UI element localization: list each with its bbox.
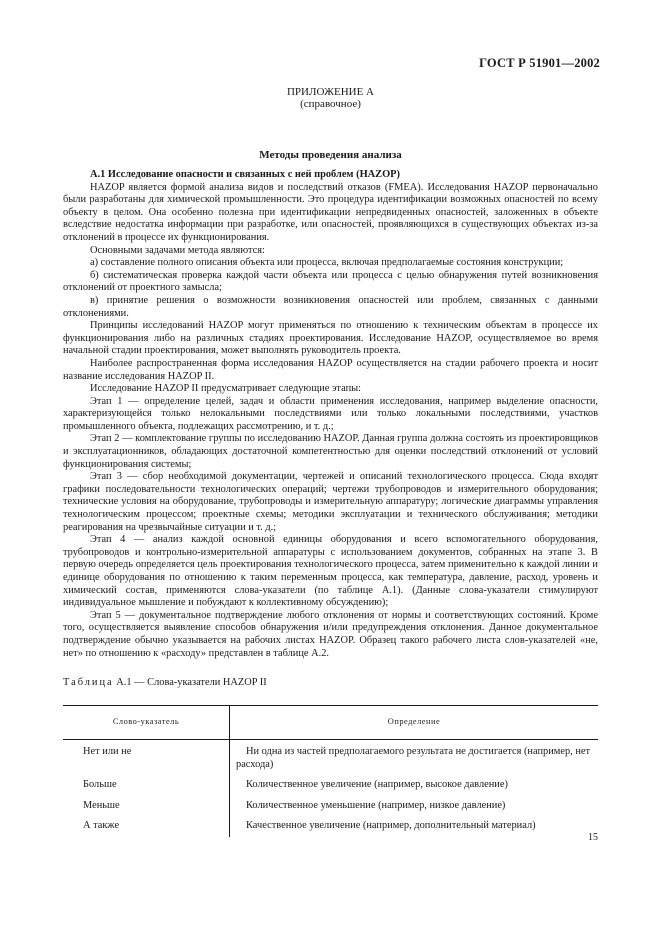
paragraph: Этап 1 — определение целей, задач и области применения исследования, например выделение опасности, характеризующейся только нелокальными последствиями или только локальными последствиями, участков промышленного объекта, подлежащих рассмотрению, и т. д.; (63, 395, 598, 432)
body-text (63, 169, 598, 660)
definition-text: Количественное увеличение (например, высокое давление) (246, 779, 508, 791)
header-definition: Определение (230, 706, 599, 740)
guide-word: А также (63, 816, 230, 837)
paragraph: Этап 2 — комплектование группы по исследованию HAZOP. Данная группа должна состоять из проектировщиков и эксплуатационников, обладающих достаточной компетентностью для оценки последствий отклонений от условий функционирования системы; (63, 433, 598, 470)
paragraph: Этап 4 — анализ каждой основной единицы оборудования и всего вспомогательного оборудования, трубопроводов и контрольно-измерительной аппаратуры с использованием документов, собранных на этапе 3. В первую очередь определяется цель проектирования технологического процесса, затем применительно к каждой линии и единице оборудования по отношению к таким переменным процесса, как температура, давление, расход, уровень и химический состав, применяются слова-указатели (по таблице А.1). (Данные слова-указатели стимулируют индивидуальное мышление и побуждают к коллективному обсуждению); (63, 534, 598, 609)
paragraph: б) систематическая проверка каждой части объекта или процесса с целью обнаружения путей возникновения отклонений от проектного замысла; (63, 269, 598, 294)
page-number: 15 (588, 832, 598, 843)
table-header-row (63, 706, 598, 740)
appendix-heading (0, 86, 661, 110)
guide-word: Больше (63, 775, 230, 796)
table-row (63, 740, 598, 776)
paragraph: Исследование HAZOP II предусматривает следующие этапы: (90, 383, 361, 395)
definition (230, 740, 599, 776)
section-title: Методы проведения анализа (259, 149, 402, 161)
definition-text: Ни одна из частей предполагаемого результата не достигается (например, нет расхода) (236, 746, 591, 770)
table-caption-prefix: Таблица (63, 677, 114, 688)
paragraph: Основными задачами метода являются: (90, 244, 265, 256)
definition-text: Количественное уменьшение (например, низкое давление) (246, 799, 506, 811)
subsection-heading: А.1 Исследование опасности и связанных с ней проблем (HAZOP) (90, 169, 400, 180)
appendix-subtitle: (справочное) (300, 98, 361, 110)
definition (230, 816, 599, 837)
table-caption (63, 677, 267, 688)
paragraph: HAZOP является формой анализа видов и последствий отказов (FMEA). Исследования HAZOP первоначально были разработаны для химической промышленности. Это процедура идентификации возможных опасностей по всему объекту в целом. Она особенно полезна при идентификации непредвиденных опасностей, заложенных в объекте вследствие недостатка информации при разработке, или опасностей, проявляющихся в существующих объектах из-за отклонений в процессе их функционирования. (63, 181, 598, 243)
paragraph: Принципы исследований HAZOP могут применяться по отношению к техническим объектам в процессе их функционирования либо на различных стадиях проектирования. Исследование HAZOP, осуществляемое во время начальной стадии проектирования, может выполнять руководитель проекта. (63, 320, 598, 357)
guide-word: Меньше (63, 796, 230, 817)
table-row (63, 796, 598, 817)
document-id: ГОСТ Р 51901—2002 (479, 56, 600, 70)
table-row (63, 816, 598, 837)
appendix-title: ПРИЛОЖЕНИЕ А (286, 86, 374, 98)
guide-word: Нет или не (63, 740, 230, 776)
paragraph: Этап 5 — документальное подтверждение любого отклонения от нормы и соответствующих состояний. Кроме того, осуществляется выявление способов обнаружения и/или предупреждения отклонения. Данное документальное подтверждение обычно указывается на рабочих листах HAZOP. Образец такого рабочего листа слов-указателей «не, нет» по отношению к «расходу» представлен в таблице А.2. (63, 609, 598, 659)
definition (230, 796, 599, 817)
guide-words-table (63, 705, 598, 837)
paragraph: Наиболее распространенная форма исследования HAZOP осуществляется на стадии рабочего проекта и носит название исследования HAZOP II. (63, 357, 598, 382)
table-row (63, 775, 598, 796)
paragraph: а) составление полного описания объекта или процесса, включая предполагаемые состояния конструкции; (90, 257, 564, 269)
table-caption-text: А.1 — Слова-указатели HAZOP II (113, 677, 267, 688)
paragraph: в) принятие решения о возможности возникновения опасностей или проблем, связанных с данными отклонениями. (63, 294, 598, 319)
definition (230, 775, 599, 796)
header-guide-word: Слово-указатель (63, 706, 230, 740)
definition-text: Качественное увеличение (например, дополнительный материал) (246, 820, 536, 832)
paragraph: Этап 3 — сбор необходимой документации, чертежей и описаний технологического процесса. Сюда входят графики последовательности технологических операций; чертежи трубопроводов и измерительного оборудования; технические условия на оборудование, трубопроводы и измерительную аппаратуру; логические диаграммы управления технологическим процессом; проектные схемы; методики эксплуатации и технического обслуживания; методики реагирования на чрезвычайные ситуации и т. д.; (63, 471, 598, 533)
